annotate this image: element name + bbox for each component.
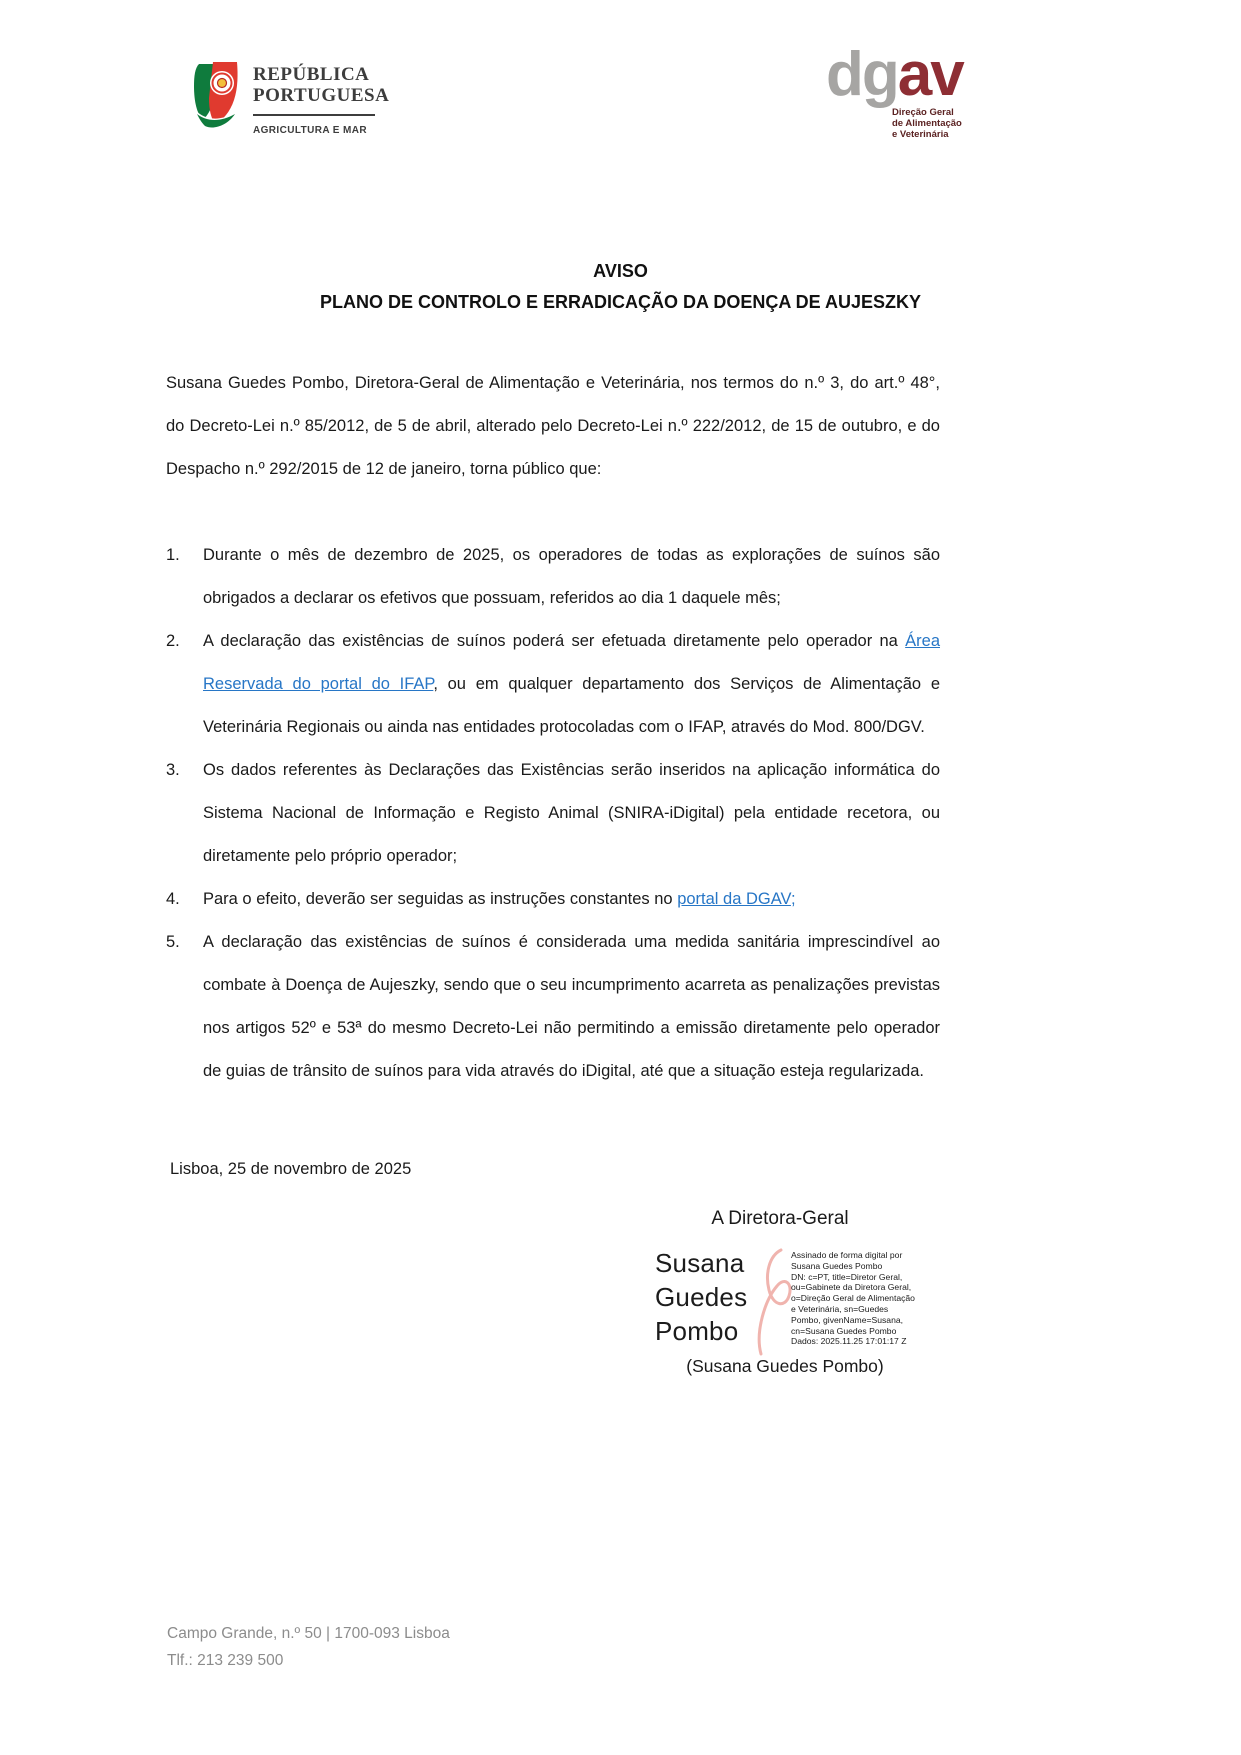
dgav-wordmark xyxy=(826,40,976,109)
gov-logo-text xyxy=(253,58,389,136)
list-item-1-number: 1. xyxy=(166,546,180,564)
footer-phone: Tlf.: 213 239 500 xyxy=(167,1652,284,1669)
signature-name-line2: Guedes xyxy=(655,1282,748,1312)
list-item-1-pre: Durante o mês de dezembro de 2025, os operadores de todas as explorações de suínos são obrigados a declarar os efetivos que possuam, referidos ao dia 1 daquele mês; xyxy=(203,546,940,607)
dgav-portal-link[interactable]: portal da DGAV xyxy=(677,890,791,908)
dgav-subtitle xyxy=(892,107,976,140)
numbered-list xyxy=(166,534,940,1093)
list-item-2-text xyxy=(203,620,940,749)
intro-paragraph: Susana Guedes Pombo, Diretora-Geral de Alimentação e Veterinária, nos termos do n.º 3, do art.º 48°, do Decreto-Lei n.º 85/2012, de 5 de abril, alterado pelo Decreto-Lei n.º 222/2012, de 15 de outubro, e do Despacho n.º 292/2015 de 12 de janeiro, torna público que: xyxy=(166,374,940,478)
dgav-subtitle-line2: de Alimentação xyxy=(892,118,962,129)
signature-detail-line: cn=Susana Guedes Pombo xyxy=(791,1325,897,1336)
typed-signer-name: (Susana Guedes Pombo) xyxy=(686,1356,884,1376)
dgav-av-letters: av xyxy=(897,40,963,109)
document-title xyxy=(0,256,1241,318)
signature-detail-line: ou=Gabinete da Diretora Geral, xyxy=(791,1282,912,1293)
gov-logo-divider xyxy=(253,114,375,116)
list-item-5-text xyxy=(203,921,940,1093)
dgav-dg-letters: dg xyxy=(826,40,898,109)
list-item-1 xyxy=(166,534,940,620)
dgav-logo xyxy=(826,40,976,140)
signature-name-line3: Pombo xyxy=(655,1316,739,1346)
dgav-subtitle-line3: e Veterinária xyxy=(892,129,949,140)
portugal-flag-emblem-icon xyxy=(193,58,239,134)
title-aviso: AVISO xyxy=(593,261,648,281)
list-item-4-post: ; xyxy=(790,890,796,908)
list-item-4-text xyxy=(203,878,940,921)
signature-detail-line: DN: c=PT, title=Diretor Geral, xyxy=(791,1271,903,1282)
ifap-portal-link[interactable]: Área Reservada do portal do IFAP xyxy=(203,632,940,693)
signature-detail-line: e Veterinária, sn=Guedes xyxy=(791,1303,889,1314)
republica-portuguesa-logo xyxy=(193,58,389,136)
gov-name-line1: REPÚBLICA xyxy=(253,64,370,85)
list-item-4 xyxy=(166,878,940,921)
document-body xyxy=(166,362,940,1093)
gov-ministry-label: AGRICULTURA E MAR xyxy=(253,125,368,136)
list-item-2 xyxy=(166,620,940,749)
list-item-1-text xyxy=(203,534,940,620)
signature-certificate-details xyxy=(791,1246,931,1358)
signature-name-line1: Susana xyxy=(655,1248,745,1278)
signature-detail-line: o=Direção Geral de Alimentação xyxy=(791,1293,915,1304)
gov-name-line2: PORTUGUESA xyxy=(253,85,390,106)
list-item-2-pre: A declaração das existências de suínos poderá ser efetuada diretamente pelo operador na xyxy=(203,632,906,650)
place-date-line: Lisboa, 25 de novembro de 2025 xyxy=(170,1160,412,1178)
list-item-3-pre: Os dados referentes às Declarações das Existências serão inseridos na aplicação informática do Sistema Nacional de Informação e Registo Animal (SNIRA-iDigital) pela entidade recetora, ou diretamente pelo próprio operador; xyxy=(203,761,940,865)
list-item-3-number: 3. xyxy=(166,761,180,779)
signature-detail-line: Pombo, givenName=Susana, xyxy=(791,1314,904,1325)
list-item-4-number: 4. xyxy=(166,890,180,908)
title-plano: PLANO DE CONTROLO E ERRADICAÇÃO DA DOENÇA DE AUJESZKY xyxy=(319,292,922,312)
signature-detail-line: Susana Guedes Pombo xyxy=(791,1260,883,1271)
list-item-5-number: 5. xyxy=(166,933,180,951)
list-item-3-text xyxy=(203,749,940,878)
dgav-subtitle-line1: Direção Geral xyxy=(892,107,954,118)
list-item-2-number: 2. xyxy=(166,632,180,650)
signature-name-large xyxy=(655,1246,755,1358)
list-item-5 xyxy=(166,921,940,1093)
digital-signature-block xyxy=(655,1246,931,1358)
signer-role-line: A Diretora-Geral xyxy=(711,1208,849,1229)
footer-address: Campo Grande, n.º 50 | 1700-093 Lisboa xyxy=(167,1625,450,1642)
list-item-4-pre: Para o efeito, deverão ser seguidas as instruções constantes no xyxy=(203,890,678,908)
list-item-3 xyxy=(166,749,940,878)
list-item-2-post: , ou em qualquer departamento dos Serviços de Alimentação e Veterinária Regionais ou ainda nas entidades protocoladas com o IFAP, através do Mod. 800/DGV. xyxy=(203,675,941,736)
signature-detail-line: Dados: 2025.11.25 17:01:17 Z xyxy=(791,1336,907,1347)
signature-detail-line: Assinado de forma digital por xyxy=(791,1250,903,1260)
page-footer xyxy=(167,1620,450,1674)
list-item-5-pre: A declaração das existências de suínos é considerada uma medida sanitária imprescindível ao combate à Doença de Aujeszky, sendo que o seu incumprimento acarreta as penalizações previstas nos artigos 52º e 53ª do mesmo Decreto-Lei não permitindo a emissão diretamente pelo operador de guias de trânsito de suínos para vida através do iDigital, até que a situação esteja regularizada. xyxy=(203,933,940,1080)
